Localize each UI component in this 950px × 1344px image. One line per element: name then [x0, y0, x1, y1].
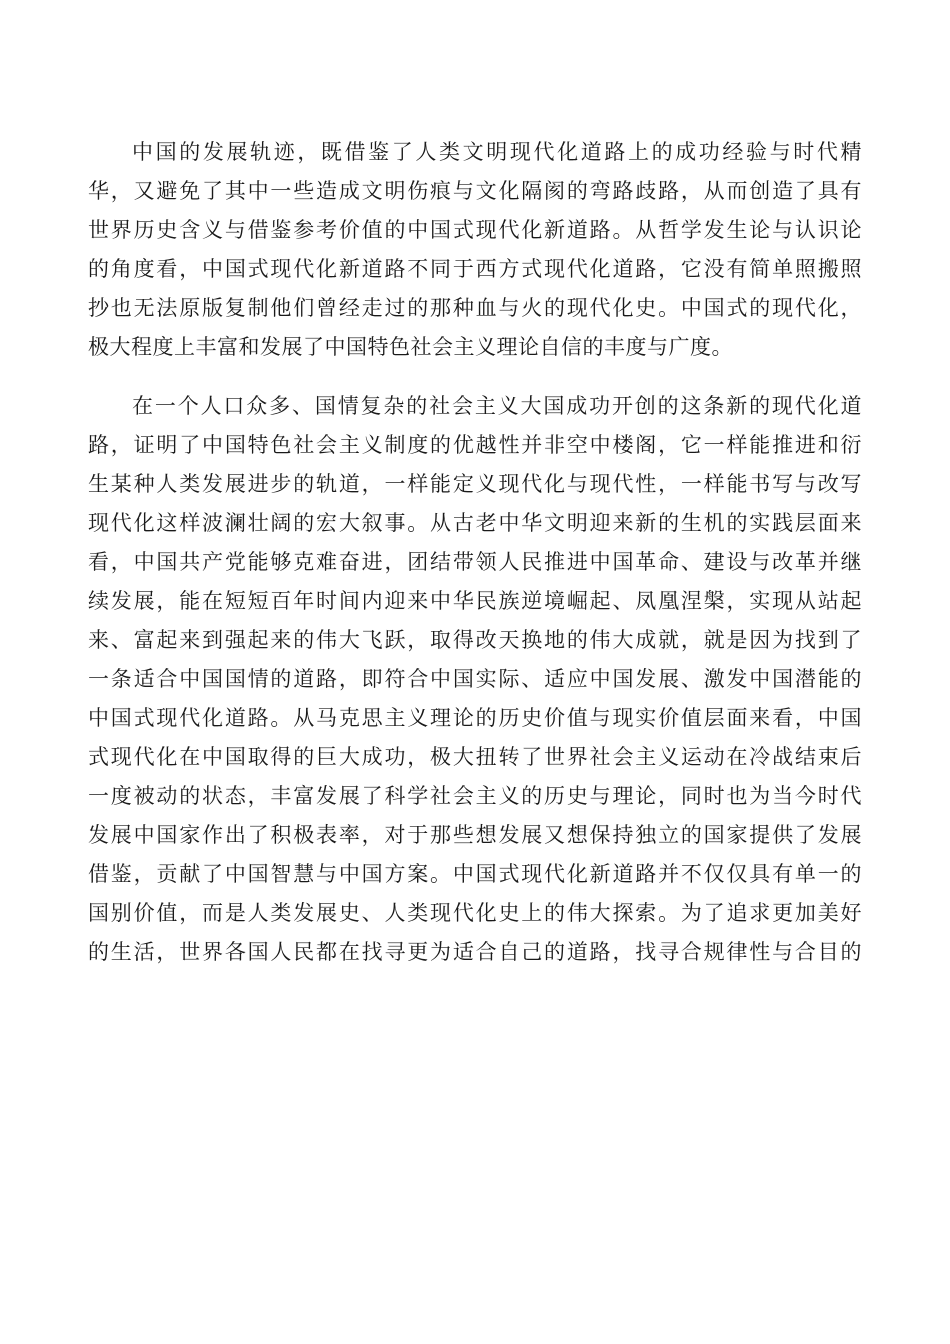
text-line: 发展中国家作出了积极表率，对于那些想发展又想保持独立的国家提供了发展	[88, 823, 862, 847]
text-line: 极大程度上丰富和发展了中国特色社会主义理论自信的丰度与广度。	[88, 335, 733, 359]
text-line: 现代化这样波澜壮阔的宏大叙事。从古老中华文明迎来新的生机的实践层面来	[88, 511, 862, 535]
text-line: 看，中国共产党能够克难奋进，团结带领人民推进中国革命、建设与改革并继	[88, 550, 862, 574]
text-line: 国别价值，而是人类发展史、人类现代化史上的伟大探索。为了追求更加美好	[88, 901, 862, 925]
text-line: 中国式现代化道路。从马克思主义理论的历史价值与现实价值层面来看，中国	[88, 706, 862, 730]
text-line: 华，又避免了其中一些造成文明伤痕与文化隔阂的弯路歧路，从而创造了具有	[88, 179, 862, 203]
text-line: 生某种人类发展进步的轨道，一样能定义现代化与现代性，一样能书写与改写	[88, 472, 862, 496]
text-line: 式现代化在中国取得的巨大成功，极大扭转了世界社会主义运动在冷战结束后	[88, 745, 862, 769]
text-line: 抄也无法原版复制他们曾经走过的那种血与火的现代化史。中国式的现代化，	[88, 296, 862, 320]
text-line: 世界历史含义与借鉴参考价值的中国式现代化新道路。从哲学发生论与认识论	[88, 218, 862, 242]
text-line: 的角度看，中国式现代化新道路不同于西方式现代化道路，它没有简单照搬照	[88, 257, 862, 281]
text-line: 一度被动的状态，丰富发展了科学社会主义的历史与理论，同时也为当今时代	[88, 784, 862, 808]
text-line: 的生活，世界各国人民都在找寻更为适合自己的道路，找寻合规律性与合目的	[88, 940, 862, 964]
paragraph-2	[88, 387, 862, 972]
paragraph-1	[88, 133, 862, 367]
text-line: 一条适合中国国情的道路，即符合中国实际、适应中国发展、激发中国潜能的	[88, 667, 862, 691]
body-text	[88, 133, 862, 972]
paragraph-spacer	[88, 367, 862, 387]
text-line: 借鉴，贡献了中国智慧与中国方案。中国式现代化新道路并不仅仅具有单一的	[88, 862, 862, 886]
text-line: 来、富起来到强起来的伟大飞跃，取得改天换地的伟大成就，就是因为找到了	[88, 628, 862, 652]
text-line: 在一个人口众多、国情复杂的社会主义大国成功开创的这条新的现代化道	[132, 394, 862, 418]
text-line: 中国的发展轨迹，既借鉴了人类文明现代化道路上的成功经验与时代精	[132, 140, 862, 164]
text-line: 路，证明了中国特色社会主义制度的优越性并非空中楼阁，它一样能推进和衍	[88, 433, 862, 457]
text-line: 续发展，能在短短百年时间内迎来中华民族逆境崛起、凤凰涅槃，实现从站起	[88, 589, 862, 613]
